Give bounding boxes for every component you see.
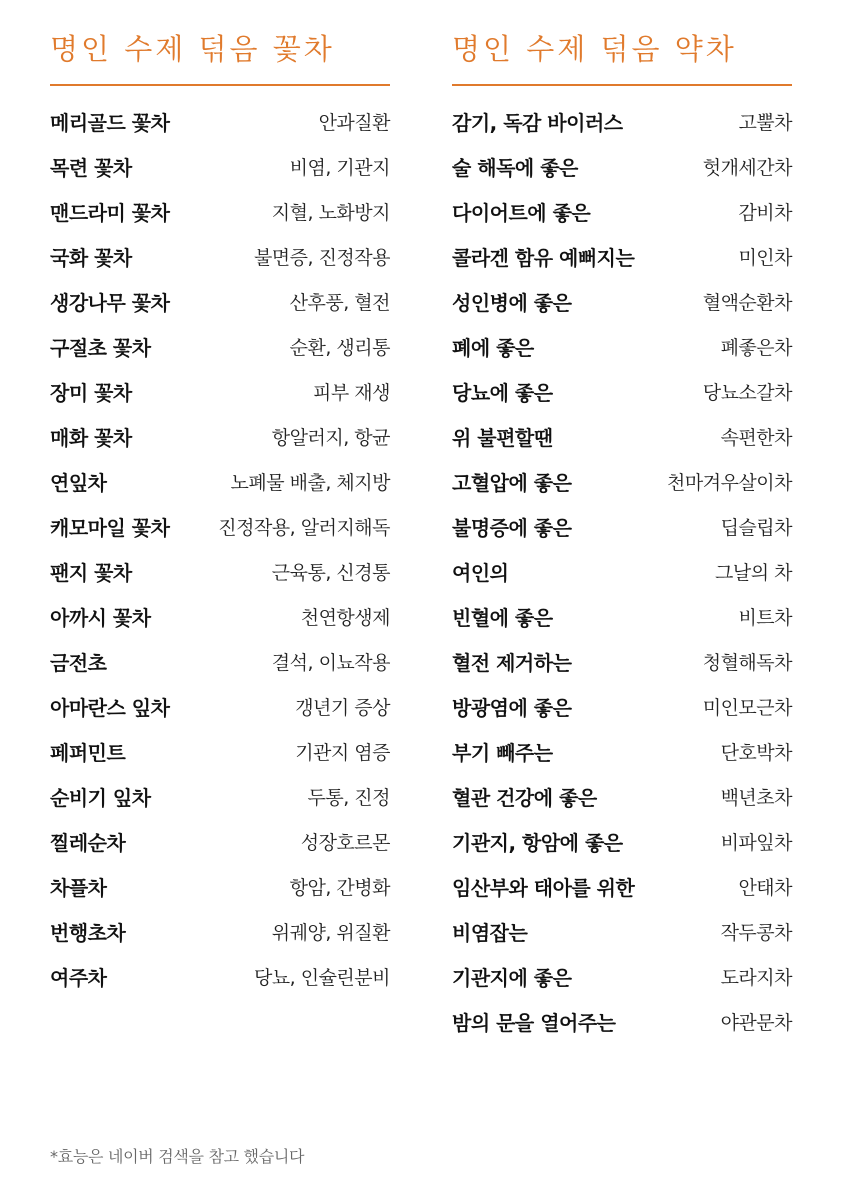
list-item (50, 819, 390, 864)
list-item (50, 549, 390, 594)
list-item (452, 594, 792, 639)
tea-name: 번행초차 (50, 921, 126, 945)
list-item (50, 954, 390, 999)
herbal-tea-column (452, 26, 792, 1044)
tea-name: 금전초 (50, 651, 107, 675)
list-item (50, 684, 390, 729)
list-item (50, 639, 390, 684)
list-item (50, 729, 390, 774)
tea-effect: 단호박차 (720, 742, 792, 764)
list-item (452, 324, 792, 369)
list-item (50, 279, 390, 324)
tea-effect: 항알러지, 항균 (271, 427, 390, 449)
tea-name: 콜라겐 함유 예뻐지는 (452, 246, 635, 270)
tea-name: 임산부와 태아를 위한 (452, 876, 635, 900)
list-item (50, 909, 390, 954)
tea-effect: 도라지차 (720, 967, 792, 989)
list-item (50, 324, 390, 369)
list-item (50, 504, 390, 549)
tea-name: 맨드라미 꽃차 (50, 201, 170, 225)
tea-effect: 순환, 생리통 (289, 337, 390, 359)
tea-effect: 고뿔차 (738, 112, 792, 134)
list-item (452, 819, 792, 864)
tea-effect: 위궤양, 위질환 (271, 922, 390, 944)
list-item (452, 639, 792, 684)
tea-name: 기관지에 좋은 (452, 966, 572, 990)
tea-effect: 비파잎차 (720, 832, 792, 854)
tea-effect: 성장호르몬 (300, 832, 390, 854)
tea-effect: 갱년기 증상 (295, 697, 390, 719)
list-item (452, 774, 792, 819)
list-item (50, 99, 390, 144)
tea-effect: 결석, 이뇨작용 (271, 652, 390, 674)
list-item (50, 144, 390, 189)
list-item (50, 459, 390, 504)
list-item (452, 99, 792, 144)
tea-effect: 딥슬립차 (720, 517, 792, 539)
tea-effect: 피부 재생 (313, 382, 390, 404)
tea-name: 생강나무 꽃차 (50, 291, 170, 315)
herbal-tea-divider (452, 84, 792, 86)
tea-name: 아까시 꽃차 (50, 606, 151, 630)
tea-name: 목련 꽃차 (50, 156, 132, 180)
list-item (50, 864, 390, 909)
tea-name: 장미 꽃차 (50, 381, 132, 405)
tea-name: 고혈압에 좋은 (452, 471, 572, 495)
list-item (452, 549, 792, 594)
tea-effect: 헛개세간차 (702, 157, 792, 179)
tea-effect: 작두콩차 (720, 922, 792, 944)
list-item (452, 684, 792, 729)
tea-effect: 감비차 (738, 202, 792, 224)
tea-effect: 지혈, 노화방지 (271, 202, 390, 224)
flower-tea-list (50, 99, 390, 999)
tea-name: 다이어트에 좋은 (452, 201, 591, 225)
list-item (452, 279, 792, 324)
tea-name: 폐에 좋은 (452, 336, 534, 360)
tea-name: 여주차 (50, 966, 107, 990)
tea-name: 캐모마일 꽃차 (50, 516, 170, 540)
tea-name: 부기 빼주는 (452, 741, 553, 765)
tea-effect: 산후풍, 혈전 (289, 292, 390, 314)
tea-effect: 비트차 (738, 607, 792, 629)
tea-name: 여인의 (452, 561, 509, 585)
tea-name: 혈전 제거하는 (452, 651, 572, 675)
tea-name: 메리골드 꽃차 (50, 111, 170, 135)
tea-effect: 속편한차 (720, 427, 792, 449)
tea-effect: 항암, 간병화 (289, 877, 390, 899)
tea-name: 국화 꽃차 (50, 246, 132, 270)
tea-name: 혈관 건강에 좋은 (452, 786, 597, 810)
tea-name: 위 불편할땐 (452, 426, 553, 450)
tea-name: 술 해독에 좋은 (452, 156, 578, 180)
tea-name: 감기, 독감 바이러스 (452, 111, 623, 135)
tea-effect: 미인차 (738, 247, 792, 269)
list-item (452, 729, 792, 774)
tea-name: 연잎차 (50, 471, 107, 495)
flower-tea-divider (50, 84, 390, 86)
list-item (50, 414, 390, 459)
list-item (452, 144, 792, 189)
list-item (50, 189, 390, 234)
tea-name: 팬지 꽃차 (50, 561, 132, 585)
flower-tea-column (50, 26, 390, 999)
tea-effect: 노폐물 배출, 체지방 (230, 472, 390, 494)
tea-effect: 야관문차 (720, 1012, 792, 1034)
list-item (50, 594, 390, 639)
tea-effect: 천마겨우살이차 (667, 472, 792, 494)
tea-effect: 안과질환 (318, 112, 390, 134)
tea-effect: 당뇨소갈차 (702, 382, 792, 404)
footnote: *효능은 네이버 검색을 참고 했습니다 (50, 1147, 305, 1166)
tea-effect: 그날의 차 (715, 562, 792, 584)
flower-tea-title: 명인 수제 덖음 꽃차 (50, 32, 335, 66)
tea-effect: 혈액순환차 (702, 292, 792, 314)
tea-effect: 두통, 진정 (307, 787, 390, 809)
tea-effect: 불면증, 진정작용 (253, 247, 390, 269)
tea-effect: 진정작용, 알러지해독 (218, 517, 390, 539)
tea-effect: 근육통, 신경통 (271, 562, 390, 584)
list-item (452, 234, 792, 279)
list-item (452, 999, 792, 1044)
herbal-tea-title: 명인 수제 덖음 약차 (452, 32, 737, 66)
list-item (452, 909, 792, 954)
tea-name: 구절초 꽃차 (50, 336, 151, 360)
tea-effect: 폐좋은차 (720, 337, 792, 359)
tea-name: 페퍼민트 (50, 741, 126, 765)
tea-name: 방광염에 좋은 (452, 696, 572, 720)
list-item (452, 504, 792, 549)
tea-name: 순비기 잎차 (50, 786, 151, 810)
tea-name: 당뇨에 좋은 (452, 381, 553, 405)
tea-name: 비염잡는 (452, 921, 528, 945)
tea-name: 기관지, 항암에 좋은 (452, 831, 623, 855)
tea-effect: 비염, 기관지 (289, 157, 390, 179)
list-item (452, 414, 792, 459)
tea-name: 찔레순차 (50, 831, 126, 855)
tea-effect: 청혈해독차 (702, 652, 792, 674)
list-item (452, 189, 792, 234)
tea-effect: 기관지 염증 (295, 742, 390, 764)
tea-name: 아마란스 잎차 (50, 696, 170, 720)
tea-name: 빈혈에 좋은 (452, 606, 553, 630)
list-item (50, 234, 390, 279)
list-item (50, 774, 390, 819)
list-item (452, 864, 792, 909)
tea-name: 차플차 (50, 876, 107, 900)
list-item (452, 369, 792, 414)
tea-name: 밤의 문을 열어주는 (452, 1011, 616, 1035)
tea-name: 매화 꽃차 (50, 426, 132, 450)
tea-effect: 천연항생제 (300, 607, 390, 629)
tea-name: 성인병에 좋은 (452, 291, 572, 315)
list-item (452, 459, 792, 504)
tea-effect: 미인모근차 (702, 697, 792, 719)
tea-effect: 당뇨, 인슐린분비 (253, 967, 390, 989)
tea-effect: 안태차 (738, 877, 792, 899)
herbal-tea-list (452, 99, 792, 1044)
list-item (50, 369, 390, 414)
list-item (452, 954, 792, 999)
tea-effect: 백년초차 (720, 787, 792, 809)
tea-name: 불명증에 좋은 (452, 516, 572, 540)
